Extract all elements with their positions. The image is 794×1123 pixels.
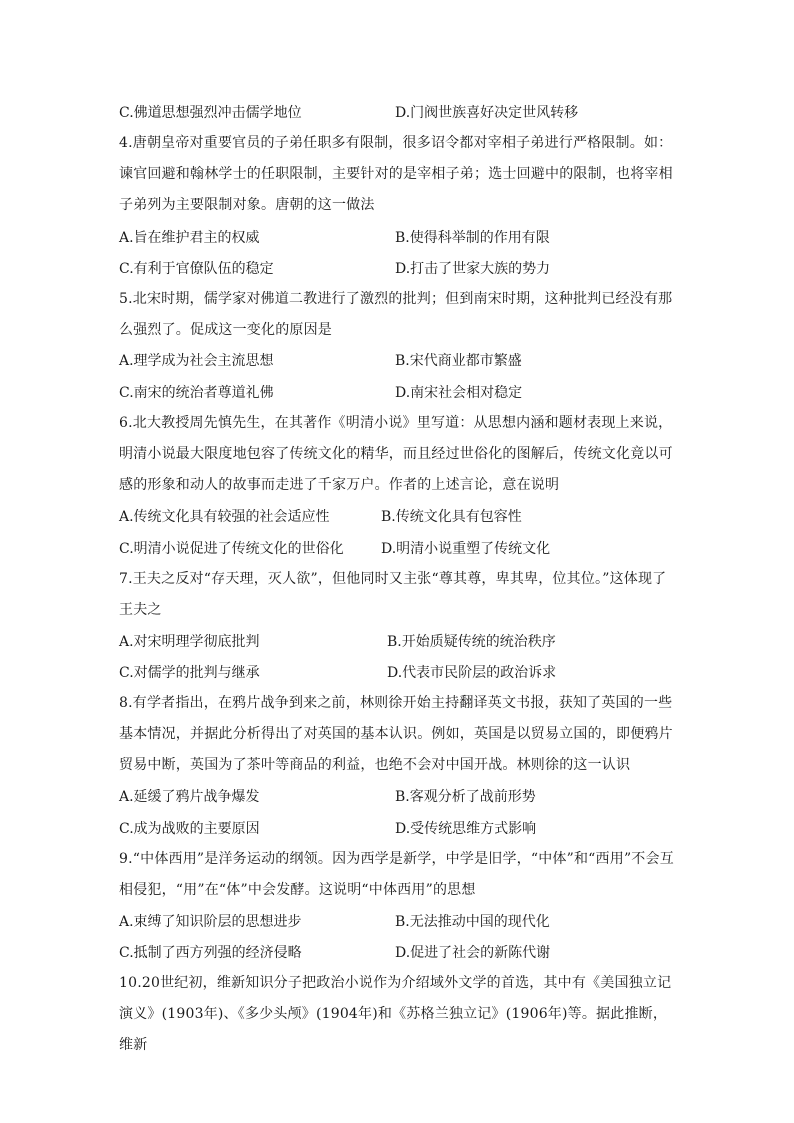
q7-stem: 7.王夫之反对“存天理，灭人欲”，但他同时又主张“尊其尊，卑其卑，位其位。”这体现了王夫之 [119, 571, 667, 618]
q4-options-row-1 [119, 227, 679, 249]
q7-option-c: C.对儒学的批判与继承 [119, 665, 260, 681]
q6-options-row-1 [119, 506, 679, 528]
q3-option-c: C.佛道思想强烈冲击儒学地位 [119, 105, 302, 121]
q5-options-row-2 [119, 382, 679, 404]
q7-option-b: B.开始质疑传统的统治秩序 [387, 634, 556, 650]
q4-option-d: D.打击了世家大族的势力 [395, 261, 551, 277]
q4-option-a: A.旨在维护君主的权威 [119, 230, 260, 246]
q8-options-row-2 [119, 818, 679, 840]
q9-stem: 9.“中体西用”是洋务运动的纲领。因为西学是新学，中学是旧学，“中体”和“西用”不会互相侵犯，“用”在“体”中会发酵。这说明“中体西用”的思想 [119, 851, 674, 898]
q4-stem: 4.唐朝皇帝对重要官员的子弟任职多有限制，很多诏令都对宰相子弟进行严格限制。如：谏官回避和翰林学士的任职限制，主要针对的是宰相子弟；选士回避中的限制，也将宰相子弟列为主要限制对象。唐朝的这一做法 [119, 135, 673, 213]
q3-options-row-2 [119, 102, 679, 124]
q9-option-b: B.无法推动中国的现代化 [395, 914, 550, 930]
q3-option-d: D.门阀世族喜好决定世风转移 [395, 105, 579, 121]
q5-stem: 5.北宋时期，儒学家对佛道二教进行了激烈的批判；但到南宋时期，这种批判已经没有那么强烈了。促成这一变化的原因是 [119, 291, 673, 338]
q6-option-a: A.传统文化具有较强的社会适应性 [119, 509, 330, 525]
q9-option-c: C.抵制了西方列强的经济侵略 [119, 945, 302, 961]
q5-options-row-1 [119, 350, 679, 372]
q8-option-c: C.成为战败的主要原因 [119, 821, 260, 837]
q9-option-a: A.束缚了知识阶层的思想进步 [119, 914, 302, 930]
q7-options-row-1 [119, 631, 679, 653]
q5-option-d: D.南宋社会相对稳定 [395, 385, 523, 401]
q9-options-row-2 [119, 942, 679, 964]
q7-option-d: D.代表市民阶层的政治诉求 [387, 665, 557, 681]
q6-stem: 6.北大教授周先慎先生，在其著作《明清小说》里写道：从思想内涵和题材表现上来说，明清小说最大限度地包容了传统文化的精华，而且经过世俗化的图解后，传统文化竟以可感的形象和动人的故事而走进了千家万户。作者的上述言论，意在说明 [119, 415, 673, 493]
q6-option-d: D.明清小说重塑了传统文化 [381, 541, 551, 557]
q10-stem: 10.20世纪初，维新知识分子把政治小说作为介绍域外文学的首选，其中有《美国独立记演义》(1903年)、《多少头颅》(1904年)和《苏格兰独立记》(1906年)等。据此推断，维新 [119, 975, 672, 1053]
q6-option-b: B.传统文化具有包容性 [381, 509, 522, 525]
q4-options-row-2 [119, 258, 679, 280]
q9-option-d: D.促进了社会的新陈代谢 [395, 945, 551, 961]
q7-option-a: A.对宋明理学彻底批判 [119, 634, 260, 650]
q8-option-b: B.客观分析了战前形势 [395, 789, 536, 805]
q5-option-c: C.南宋的统治者尊道礼佛 [119, 385, 274, 401]
q9-options-row-1 [119, 911, 679, 933]
q8-options-row-1 [119, 786, 679, 808]
q4-option-c: C.有利于官僚队伍的稳定 [119, 261, 274, 277]
q6-options-row-2 [119, 538, 679, 560]
q8-option-d: D.受传统思维方式影响 [395, 821, 537, 837]
q8-option-a: A.延缓了鸦片战争爆发 [119, 789, 260, 805]
q8-stem: 8.有学者指出，在鸦片战争到来之前，林则徐开始主持翻译英文书报，获知了英国的一些基本情况，并据此分析得出了对英国的基本认识。例如，英国是以贸易立国的，即便鸦片贸易中断，英国为了茶叶等商品的利益，也绝不会对中国开战。林则徐的这一认识 [119, 695, 673, 773]
q4-option-b: B.使得科举制的作用有限 [395, 230, 550, 246]
q6-option-c: C.明清小说促进了传统文化的世俗化 [119, 541, 344, 557]
q5-option-a: A.理学成为社会主流思想 [119, 353, 274, 369]
q7-options-row-2 [119, 662, 679, 684]
q5-option-b: B.宋代商业都市繁盛 [395, 353, 522, 369]
